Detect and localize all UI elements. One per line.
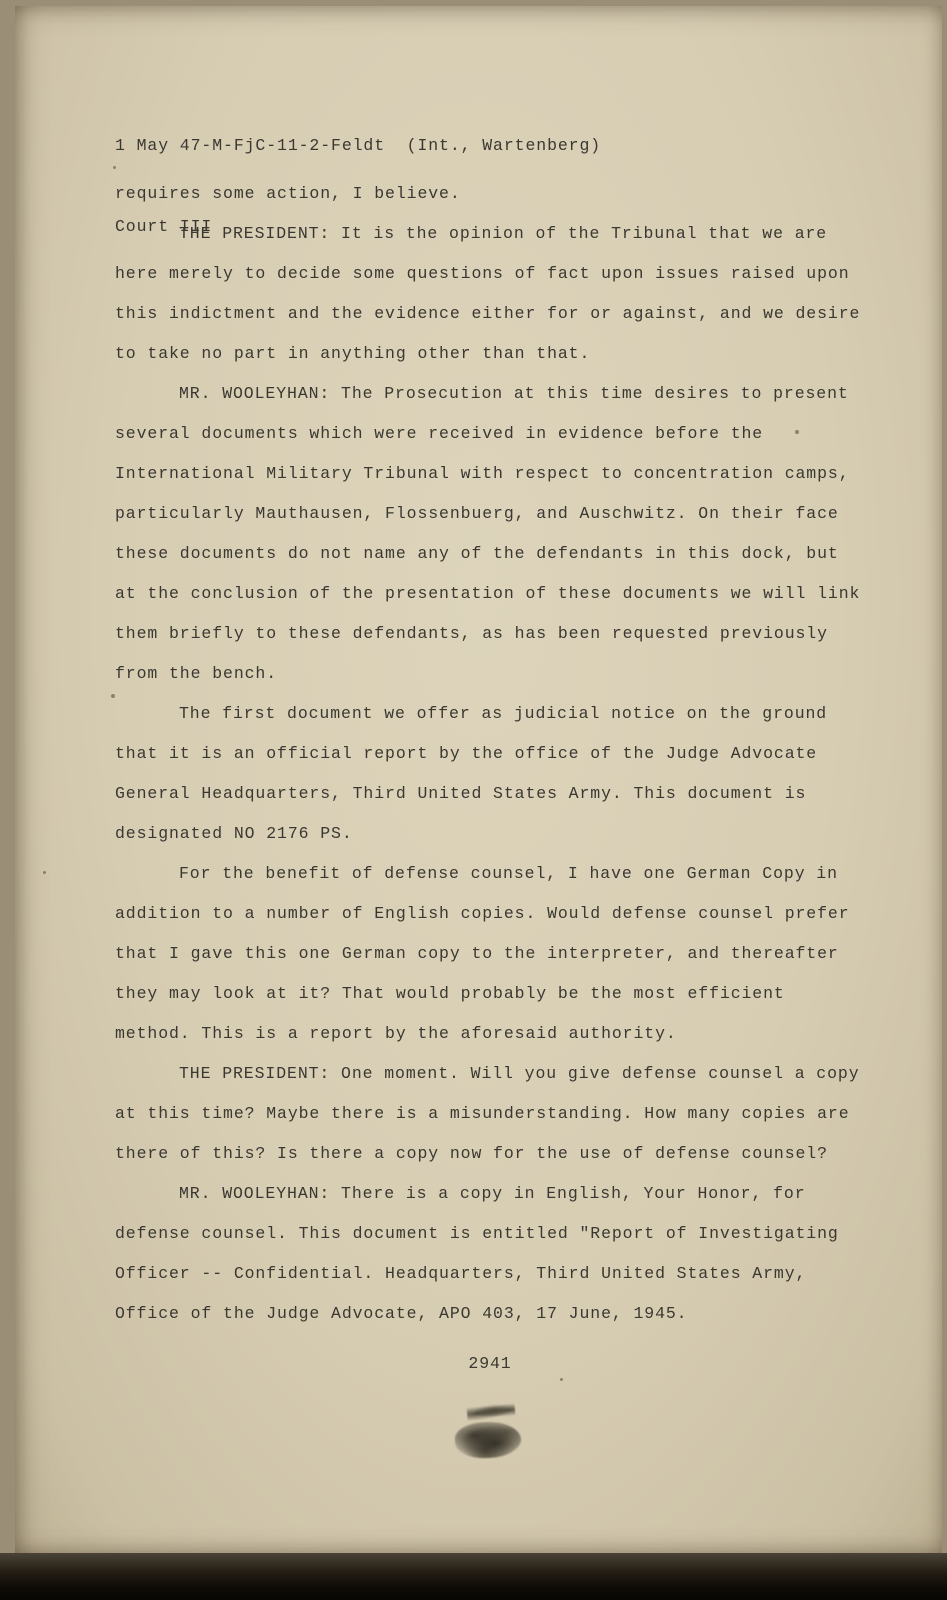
transcript-paragraph: MR. WOOLEYHAN: The Prosecution at this time desires to present several documents which were received in evidence before the International Military Tribunal with respect to concentration camps, particularly Mauthausen, Flossenbuerg, and Auschwitz. On their face these documents do not name any of the defendants in this dock, but at the conclusion of the presentation of these documents we will link them briefly to these defendants, as has been requested previously from the bench. (115, 384, 861, 683)
paper-speck (560, 1378, 563, 1381)
ink-smudge-large (454, 1420, 522, 1459)
paper-speck (113, 166, 116, 169)
paper-speck (795, 430, 799, 434)
transcript-body (115, 174, 865, 1334)
header-reference-line: 1 May 47-M-FjC-11-2-Feldt (Int., Wartenberg) (115, 136, 602, 155)
scan-edge-shadow (0, 1553, 947, 1600)
document-page (15, 6, 942, 1553)
page-number: 2941 (468, 1354, 512, 1373)
transcript-paragraph: For the benefit of defense counsel, I have one German Copy in addition to a number of English copies. Would defense counsel prefer that I gave this one German copy to the interpreter, and thereafter they may look at it? That would probably be the most efficient method. This is a report by the aforesaid authority. (115, 864, 850, 1043)
transcript-paragraph: MR. WOOLEYHAN: There is a copy in English, Your Honor, for defense counsel. This document is entitled "Report of Investigating Officer -- Confidential. Headquarters, Third United States Army, Office of the Judge Advocate, APO 403, 17 June, 1945. (115, 1184, 839, 1323)
transcript-paragraph: requires some action, I believe. (115, 184, 461, 203)
transcript-paragraph: The first document we offer as judicial notice on the ground that it is an official report by the office of the Judge Advocate General Headquarters, Third United States Army. This document is designated NO 2176 PS. (115, 704, 828, 843)
paper-speck (43, 871, 46, 874)
header-court-line: Court III (115, 217, 213, 236)
transcript-paragraph: THE PRESIDENT: One moment. Will you give defense counsel a copy at this time? Maybe there is a misunderstanding. How many copies are there of this? Is there a copy now for the use of defense counsel? (115, 1064, 860, 1163)
transcript-paragraph: THE PRESIDENT: It is the opinion of the Tribunal that we are here merely to decide some questions of fact upon issues raised upon this indictment and the evidence either for or against, and we desire to take no part in anything other than that. (115, 224, 861, 363)
paper-speck (111, 694, 115, 698)
ink-smudge-small (466, 1402, 515, 1421)
